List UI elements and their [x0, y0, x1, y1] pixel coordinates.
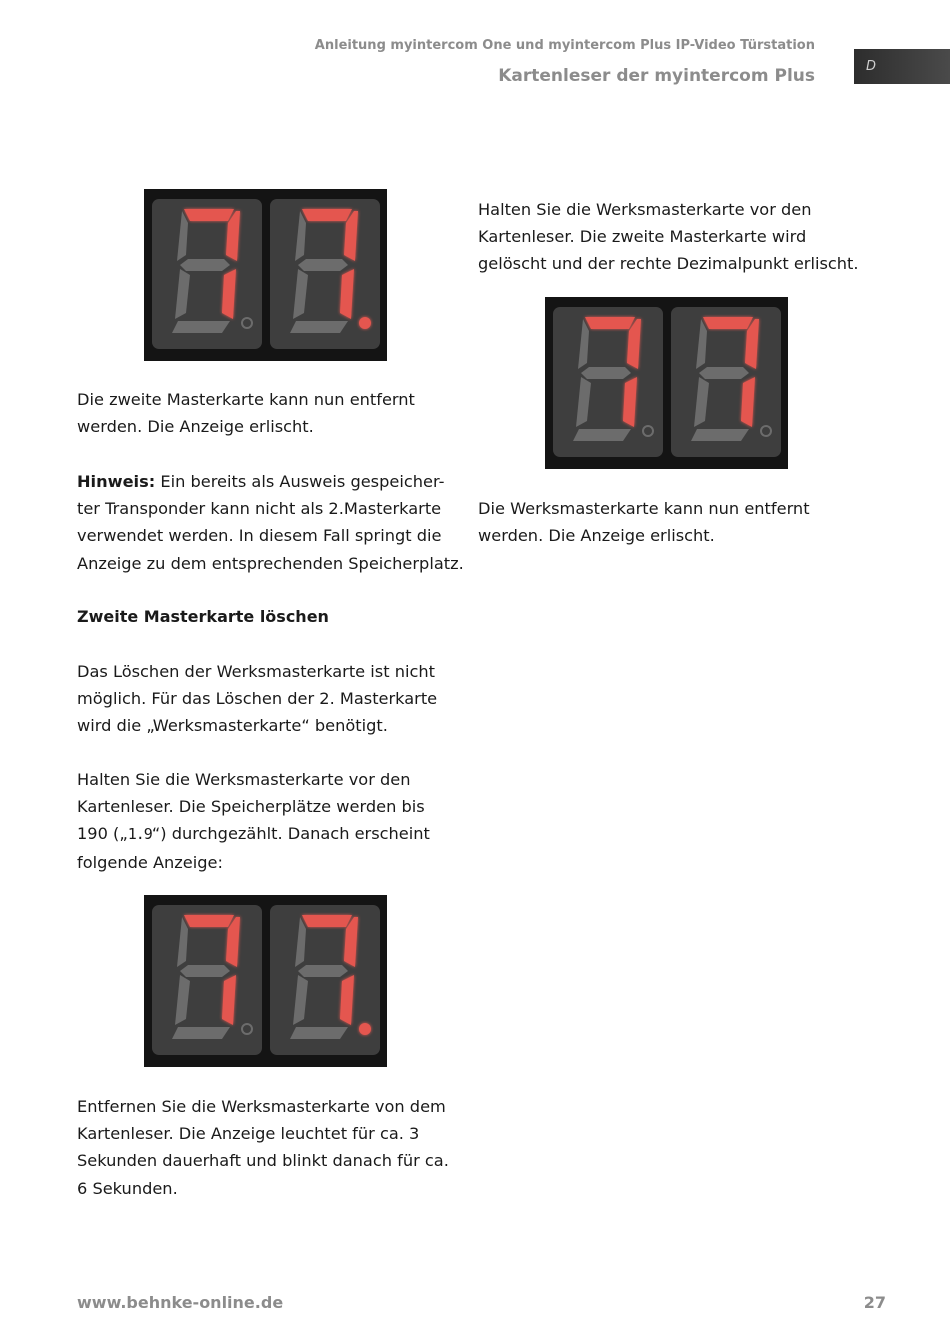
segment-g	[180, 259, 230, 271]
segment-g	[298, 965, 348, 977]
seven-segment-display-2	[545, 297, 788, 469]
paragraph-right-hold-card: Halten Sie die Werksmasterkarte vor den Kartenleser. Die zweite Masterkarte wird gelöscht und der rechte Dezimalpunkt erlischt.	[478, 200, 859, 274]
display-graphic	[545, 297, 788, 469]
page-number: 27	[863, 1293, 886, 1312]
segment-g	[699, 367, 749, 379]
section-heading: Zweite Masterkarte löschen	[77, 607, 329, 626]
segment-a	[585, 317, 635, 329]
segment-d	[290, 1027, 348, 1039]
segment-g	[180, 965, 230, 977]
paragraph-hold-card: Halten Sie die Werksmasterkarte vor den Kartenleser. Die Speicherplätze werden bis 190 („1.9“) durchgezählt. Danach erscheint folgende Anzeige:	[77, 770, 430, 872]
segment-d	[172, 1027, 230, 1039]
decimal-point	[359, 1023, 371, 1035]
segment-d	[573, 429, 631, 441]
segment-d	[691, 429, 749, 441]
note-label: Hinweis:	[77, 472, 156, 491]
segment-readout: 1.9	[127, 825, 152, 844]
segment-a	[302, 915, 352, 927]
segment-a	[302, 209, 352, 221]
display-graphic	[144, 189, 387, 361]
paragraph-right-remove: Die Werksmasterkarte kann nun entfernt werden. Die Anzeige erlischt.	[478, 499, 810, 546]
seven-segment-display-1	[144, 189, 387, 361]
segment-g	[298, 259, 348, 271]
section-title: Kartenleser der myintercom Plus	[498, 66, 815, 86]
segment-a	[184, 209, 234, 221]
note-paragraph: Hinweis: Ein bereits als Ausweis gespeicher- ter Transponder kann nicht als 2.Masterkarte verwendet werden. In diesem Fall springt die Anzeige zu dem entsprechenden Speicherplatz.	[77, 472, 464, 573]
segment-a	[703, 317, 753, 329]
document-title: Anleitung myintercom One und myintercom Plus IP-Video Türstation	[314, 38, 815, 53]
segment-d	[172, 321, 230, 333]
segment-a	[184, 915, 234, 927]
display-graphic	[144, 895, 387, 1067]
segment-g	[581, 367, 631, 379]
paragraph-delete-info: Das Löschen der Werksmasterkarte ist nicht möglich. Für das Löschen der 2. Masterkarte wird die „Werksmasterkarte“ benötigt.	[77, 662, 438, 736]
paragraph-remove-factory-card: Entfernen Sie die Werksmasterkarte von dem Kartenleser. Die Anzeige leuchtet für ca. 3 Sekunden dauerhaft und blinkt danach für ca. 6 Sekunden.	[77, 1097, 449, 1198]
decimal-point	[359, 317, 371, 329]
paragraph-remove-second-master: Die zweite Masterkarte kann nun entfernt werden. Die Anzeige erlischt.	[77, 390, 415, 437]
footer-website: www.behnke-online.de	[77, 1293, 284, 1312]
seven-segment-display-3	[144, 895, 387, 1067]
segment-d	[290, 321, 348, 333]
language-tab: D	[854, 49, 950, 84]
